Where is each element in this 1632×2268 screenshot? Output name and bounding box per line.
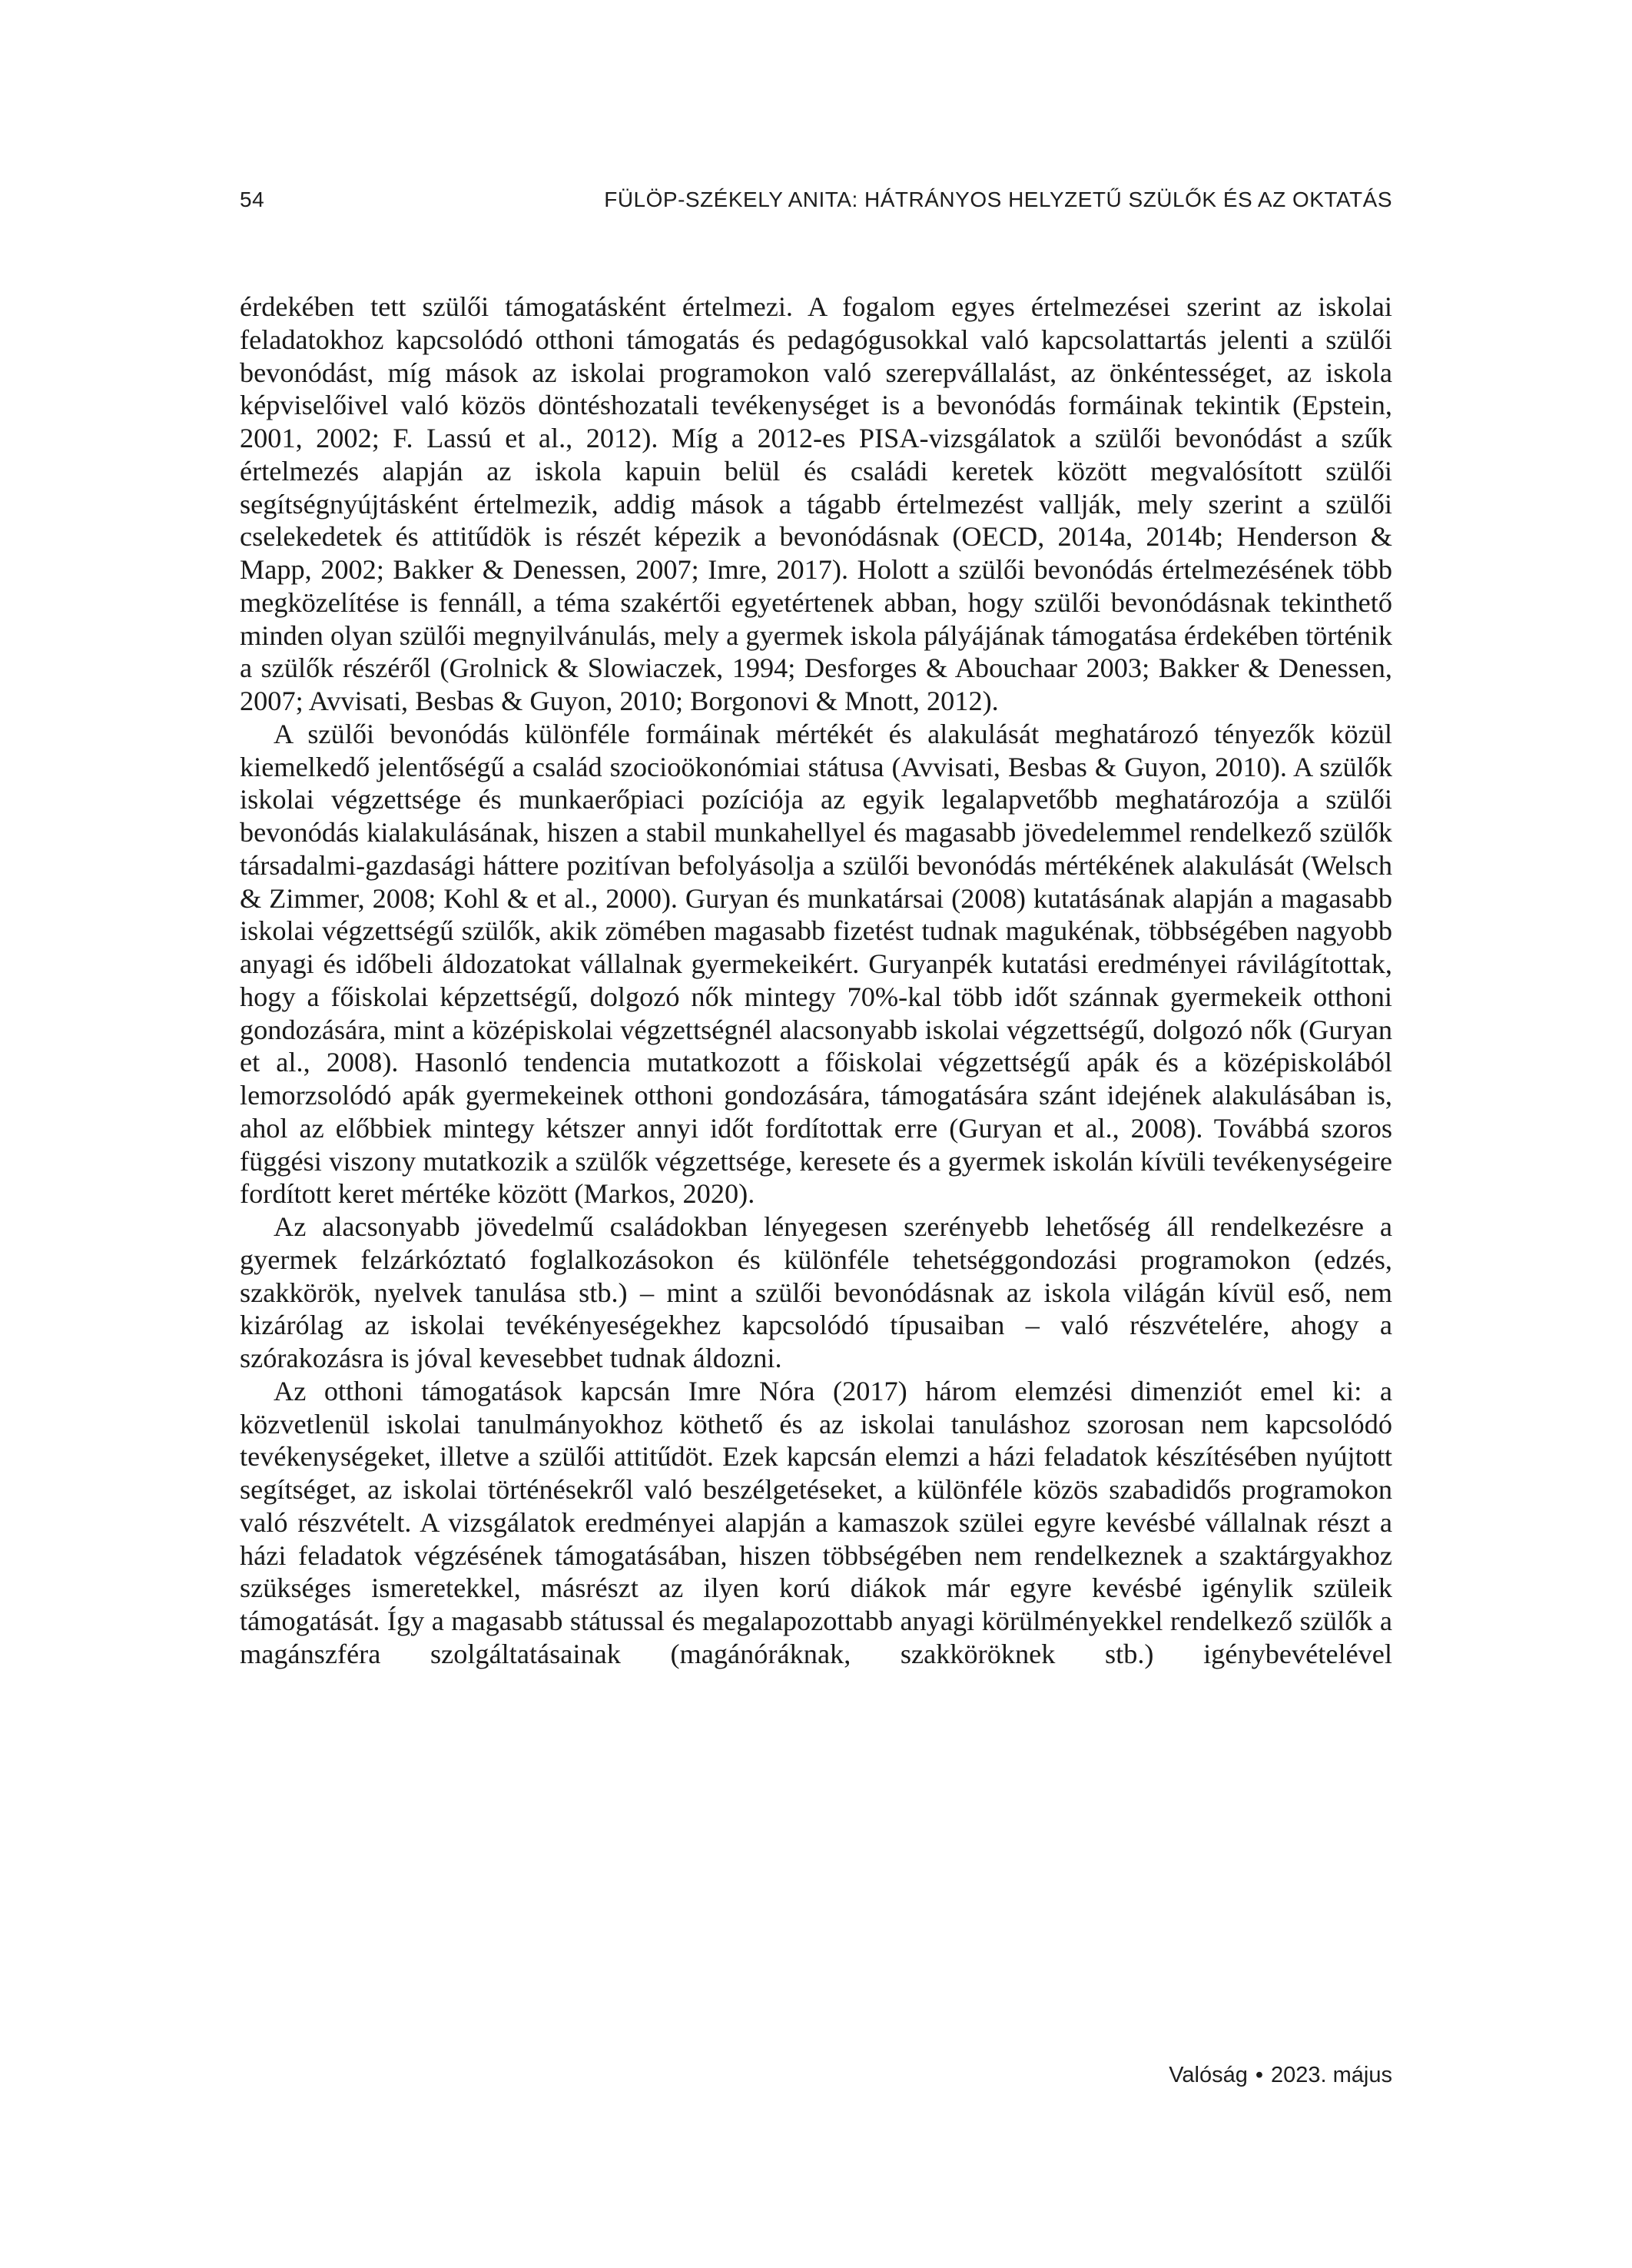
footer-separator: • <box>1255 2063 1263 2087</box>
page-header <box>237 184 1392 218</box>
paragraph: Az alacsonyabb jövedelmű családokban lényegesen szerényebb lehetőség áll rendelkezésre a gyermek felzárkóztató foglalkozásokon és különféle tehetséggondozási programokon (edzés, szakkörök, nyelvek tanulása stb.) – mint a szülői bevonódásnak az iskola világán kívül eső, nem kizárólag az iskolai tevékényeségekhez kapcsolódó típusaiban – való részvételére, ahogy a szórakozásra is jóval kevesebbet tudnak áldozni. <box>240 1211 1392 1373</box>
journal-issue: 2023. május <box>1271 2063 1392 2087</box>
running-title: FÜLÖP-SZÉKELY ANITA: HÁTRÁNYOS HELYZETŰ SZÜLŐK ÉS AZ OKTATÁS <box>604 188 1392 211</box>
page-number: 54 <box>240 188 265 211</box>
paragraph: Az otthoni támogatások kapcsán Imre Nóra (2017) három elemzési dimenziót emel ki: a közvetlenül iskolai tanulmányokhoz köthető és az iskolai tanuláshoz szorosan nem kapcsolódó tevékenységeket, illetve a szülői attitűdöt. Ezek kapcsán elemzi a házi feladatok készítésében nyújtott segítséget, az iskolai történésekről való beszélgetéseket, a különféle közös szabadidős programokon való részvételt. A vizsgálatok eredményei alapján a kamaszok szülei egyre kevésbé vállalnak részt a házi feladatok végzésének támogatásában, hiszen többségében nem rendelkeznek a szaktárgyakhoz szükséges ismeretekkel, másrészt az ilyen korú diákok már egyre kevésbé igénylik szüleik támogatását. Így a magasabb státussal és megalapozottabb anyagi körülményekkel rendelkező szülők a magánszféra szolgáltatásainak (magánóráknak, szakköröknek stb.) igénybevételével <box>240 1375 1392 1669</box>
page-footer <box>1169 2063 1392 2088</box>
body-text <box>240 291 1392 1671</box>
journal-name: Valóság <box>1169 2063 1248 2087</box>
paragraph: A szülői bevonódás különféle formáinak mértékét és alakulását meghatározó tényezők közül kiemelkedő jelentőségű a család szocioökonómiai státusa (Avvisati, Besbas & Guyon, 2010). A szülők iskolai végzettsége és munkaerőpiaci pozíciója az egyik legalapvetőbb meghatározója a szülői bevonódás kialakulásának, hiszen a stabil munkahellyel és magasabb jövedelemmel rendelkező szülők társadalmi-gazdasági háttere pozitívan befolyásolja a szülői bevonódás mértékének alakulását (Welsch & Zimmer, 2008; Kohl & et al., 2000). Guryan és munkatársai (2008) kutatásának alapján a magasabb iskolai végzettségű szülők, akik zömében magasabb fizetést tudnak magukénak, többségében nagyobb anyagi és időbeli áldozatokat vállalnak gyermekeikért. Guryanpék kutatási eredményei rávilágítottak, hogy a főiskolai képzettségű, dolgozó nők mintegy 70%-kal több időt szánnak gyermekeik otthoni gondozására, mint a középiskolai végzettségnél alacsonyabb iskolai végzettségű, dolgozó nők (Guryan et al., 2008). Hasonló tendencia mutatkozott a főiskolai végzettségű apák és a középiskolából lemorzsolódó apák gyermekeinek otthoni gondozására, támogatására szánt idejének alakulásában is, ahol az előbbiek mintegy kétszer annyi időt fordítottak erre (Guryan et al., 2008). Továbbá szoros függési viszony mutatkozik a szülők végzettsége, keresete és a gyermek iskolán kívüli tevékenységeire fordított keret mértéke között (Markos, 2020). <box>240 718 1392 1210</box>
paragraph: érdekében tett szülői támogatásként értelmezi. A fogalom egyes értelmezései szerint az iskolai feladatokhoz kapcsolódó otthoni támogatás és pedagógusokkal való kapcsolattartás jelenti a szülői bevonódást, míg mások az iskolai programokon való szerepvállalást, az önkéntességet, az iskola képviselőivel való közös döntéshozatali tevékenységet is a bevonódás formáinak tekintik (Epstein, 2001, 2002; F. Lassú et al., 2012). Míg a 2012-es PISA-vizsgálatok a szülői bevonódást a szűk értelmezés alapján az iskola kapuin belül és családi keretek között megvalósított szülői segítségnyújtásként értelmezik, addig mások a tágabb értelmezést vallják, mely szerint a szülői cselekedetek és attitűdök is részét képezik a bevonódásnak (OECD, 2014a, 2014b; Henderson & Mapp, 2002; Bakker & Denessen, 2007; Imre, 2017). Holott a szülői bevonódás értelmezésének több megközelítése is fennáll, a téma szakértői egyetértenek abban, hogy szülői bevonódásnak tekinthető minden olyan szülői megnyilvánulás, mely a gyermek iskola pályájának támogatása érdekében történik a szülők részéről (Grolnick & Slowiaczek, 1994; Desforges & Abouchaar 2003; Bakker & Denessen, 2007; Avvisati, Besbas & Guyon, 2010; Borgonovi & Mnott, 2012). <box>240 291 1392 716</box>
